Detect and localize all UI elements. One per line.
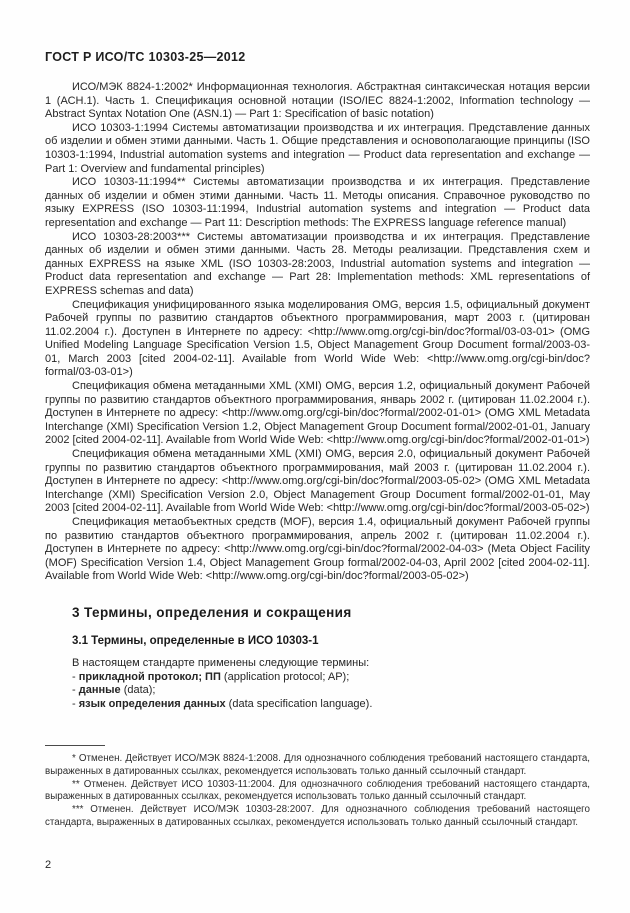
normative-references-section [45,81,590,584]
subsection-3-1-heading: 3.1 Термины, определенные в ИСО 10303-1 [72,634,319,647]
term-translation: (application protocol; AP); [220,670,350,683]
footnotes-section [45,745,590,829]
reference-paragraph: Спецификация метаобъектных средств (MOF), версия 1.4, официальный документ Рабочей группы по развитию стандартов объектного программирования, апрель 2002 г. (цитирован 11.02.2004 г.). Доступен в Интернете по адресу: <http://www.omg.org/cgi-bin/doc?formal/2002-04-03> (Meta Object Facility (MOF) Specification Version 1.4, Object Management Group formal/2002-04-03, April 2002 [cited 2004-02-11]. Available from World Wide Web: <http://www.omg.org/cgi-bin/doc?formal/2003-05-02>) [45,516,590,583]
term-item [45,684,590,698]
term-translation: (data specification language). [225,697,373,710]
section-3-heading: 3 Термины, определения и сокращения [72,604,352,620]
page-number: 2 [45,859,52,871]
reference-paragraph: Спецификация обмена метаданными XML (XMI) OMG, версия 2.0, официальный документ Рабочей группы по развитию стандартов объектного программирования, май 2003 г. (цитирован 11.02.2004 г.). Доступен в Интернете по адресу: <http://www.omg.org/cgi-bin/doc?formal/2003-05-02> (OMG XML Metadata Interchange (XMI) Specification Version 2.0, Object Management Group Document formal/2002-01-01, May 2003 [cited 2004-02-11]. Available from World Wide Web: <http://www.omg.org/cgi-bin/doc?formal/2003-05-02>) [45,448,590,515]
footnote-separator-rule [45,745,105,746]
reference-paragraph: Спецификация обмена метаданными XML (XMI) OMG, версия 1.2, официальный документ Рабочей группы по развитию стандартов объектного программирования, январь 2002 г. (цитирован 11.02.2004 г.). Доступен в Интернете по адресу: <http://www.omg.org/cgi-bin/doc?formal/2002-01-01> (OMG XML Metadata Interchange (XMI) Specification Version 1.2, Object Management Group Document formal/2002-01-01, January 2002 [cited 2004-02-11]. Available from World Wide Web: <http://www.omg.org/cgi-bin/doc?formal/2002-01-01>) [45,380,590,447]
footnote: *** Отменен. Действует ИСО/МЭК 10303-28:2007. Для однозначного соблюдения требований настоящего стандарта, выраженных в датированных ссылках, рекомендуется использовать только данный ссылочный стандарт. [45,804,590,828]
terms-list [45,657,590,711]
term-name: язык определения данных [78,697,226,710]
reference-paragraph: ИСО 10303-11:1994** Системы автоматизации производства и их интеграция. Представление данных об изделии и обмен этими данными. Часть 11. Методы описания. Справочное руководство по языку EXPRESS (ISO 10303-11:1994, Industrial automation systems and integration — Product data representation and exchange — Part 11: Description methods: The EXPRESS language reference manual) [45,176,590,229]
term-name: прикладной протокол; ПП [78,670,221,683]
term-dash: - [72,684,79,697]
term-item [45,671,590,685]
term-translation: (data); [120,684,156,697]
reference-paragraph: ИСО/МЭК 8824-1:2002* Информационная технология. Абстрактная синтаксическая нотация версии 1 (АСН.1). Часть 1. Спецификация основной нотации (ISO/IEC 8824-1:2002, Information technology — Abstract Syntax Notation One (ASN.1) — Part 1: Specification of basic notation) [45,81,590,121]
term-item [45,698,590,712]
term-dash: - [72,697,79,710]
footnote: ** Отменен. Действует ИСО 10303-11:2004. Для однозначного соблюдения требований настоящего стандарта, выраженных в датированных ссылках, рекомендуется использовать только данный ссылочный стандарт. [45,778,590,803]
reference-paragraph: Спецификация унифицированного языка моделирования OMG, версия 1.5, официальный документ Рабочей группы по развитию стандартов объектного программирования, март 2003 г. (цитирован 11.02.2004 г.). Доступен в Интернете по адресу: <http://www.omg.org/cgi-bin/doc?formal/03-03-01> (OMG Unified Modeling Language Specification Version 1.5, Object Management Group Document formal/2003-03-01, March 2003 [cited 2004-02-11]. Available from World Wide Web: <http://www.omg.org/cgi-bin/doc?formal/03-03-01>) [45,298,590,379]
reference-paragraph: ИСО 10303-1:1994 Системы автоматизации производства и их интеграция. Представление данных об изделии и обмен этими данными. Часть 1. Общие представления и основополагающие принципы (ISO 10303-1:1994, Industrial automation systems and integration — Product data representation and exchange — Part 1: Overview and fundamental principles) [45,121,590,175]
term-name: данные [78,684,121,697]
term-dash: - [72,670,79,683]
footnote: * Отменен. Действует ИСО/МЭК 8824-1:2008. Для однозначного соблюдения требований настоящего стандарта, выраженных в датированных ссылках, рекомендуется использовать только данный ссылочный стандарт. [45,753,590,778]
terms-intro: В настоящем стандарте применены следующие термины: [72,656,370,669]
reference-paragraph: ИСО 10303-28:2003*** Системы автоматизации производства и их интеграция. Представление данных об изделии и обмен этими данными. Часть 28. Методы реализации. Представления схем и данных EXPRESS на языке XML (ISO 10303-28:2003, Industrial automation systems and integration — Product data representation and exchange — Part 28: Implementation methods: XML representations of EXPRESS schemas and data) [45,230,590,297]
standard-designation-header: ГОСТ Р ИСО/ТС 10303-25—2012 [45,50,246,64]
